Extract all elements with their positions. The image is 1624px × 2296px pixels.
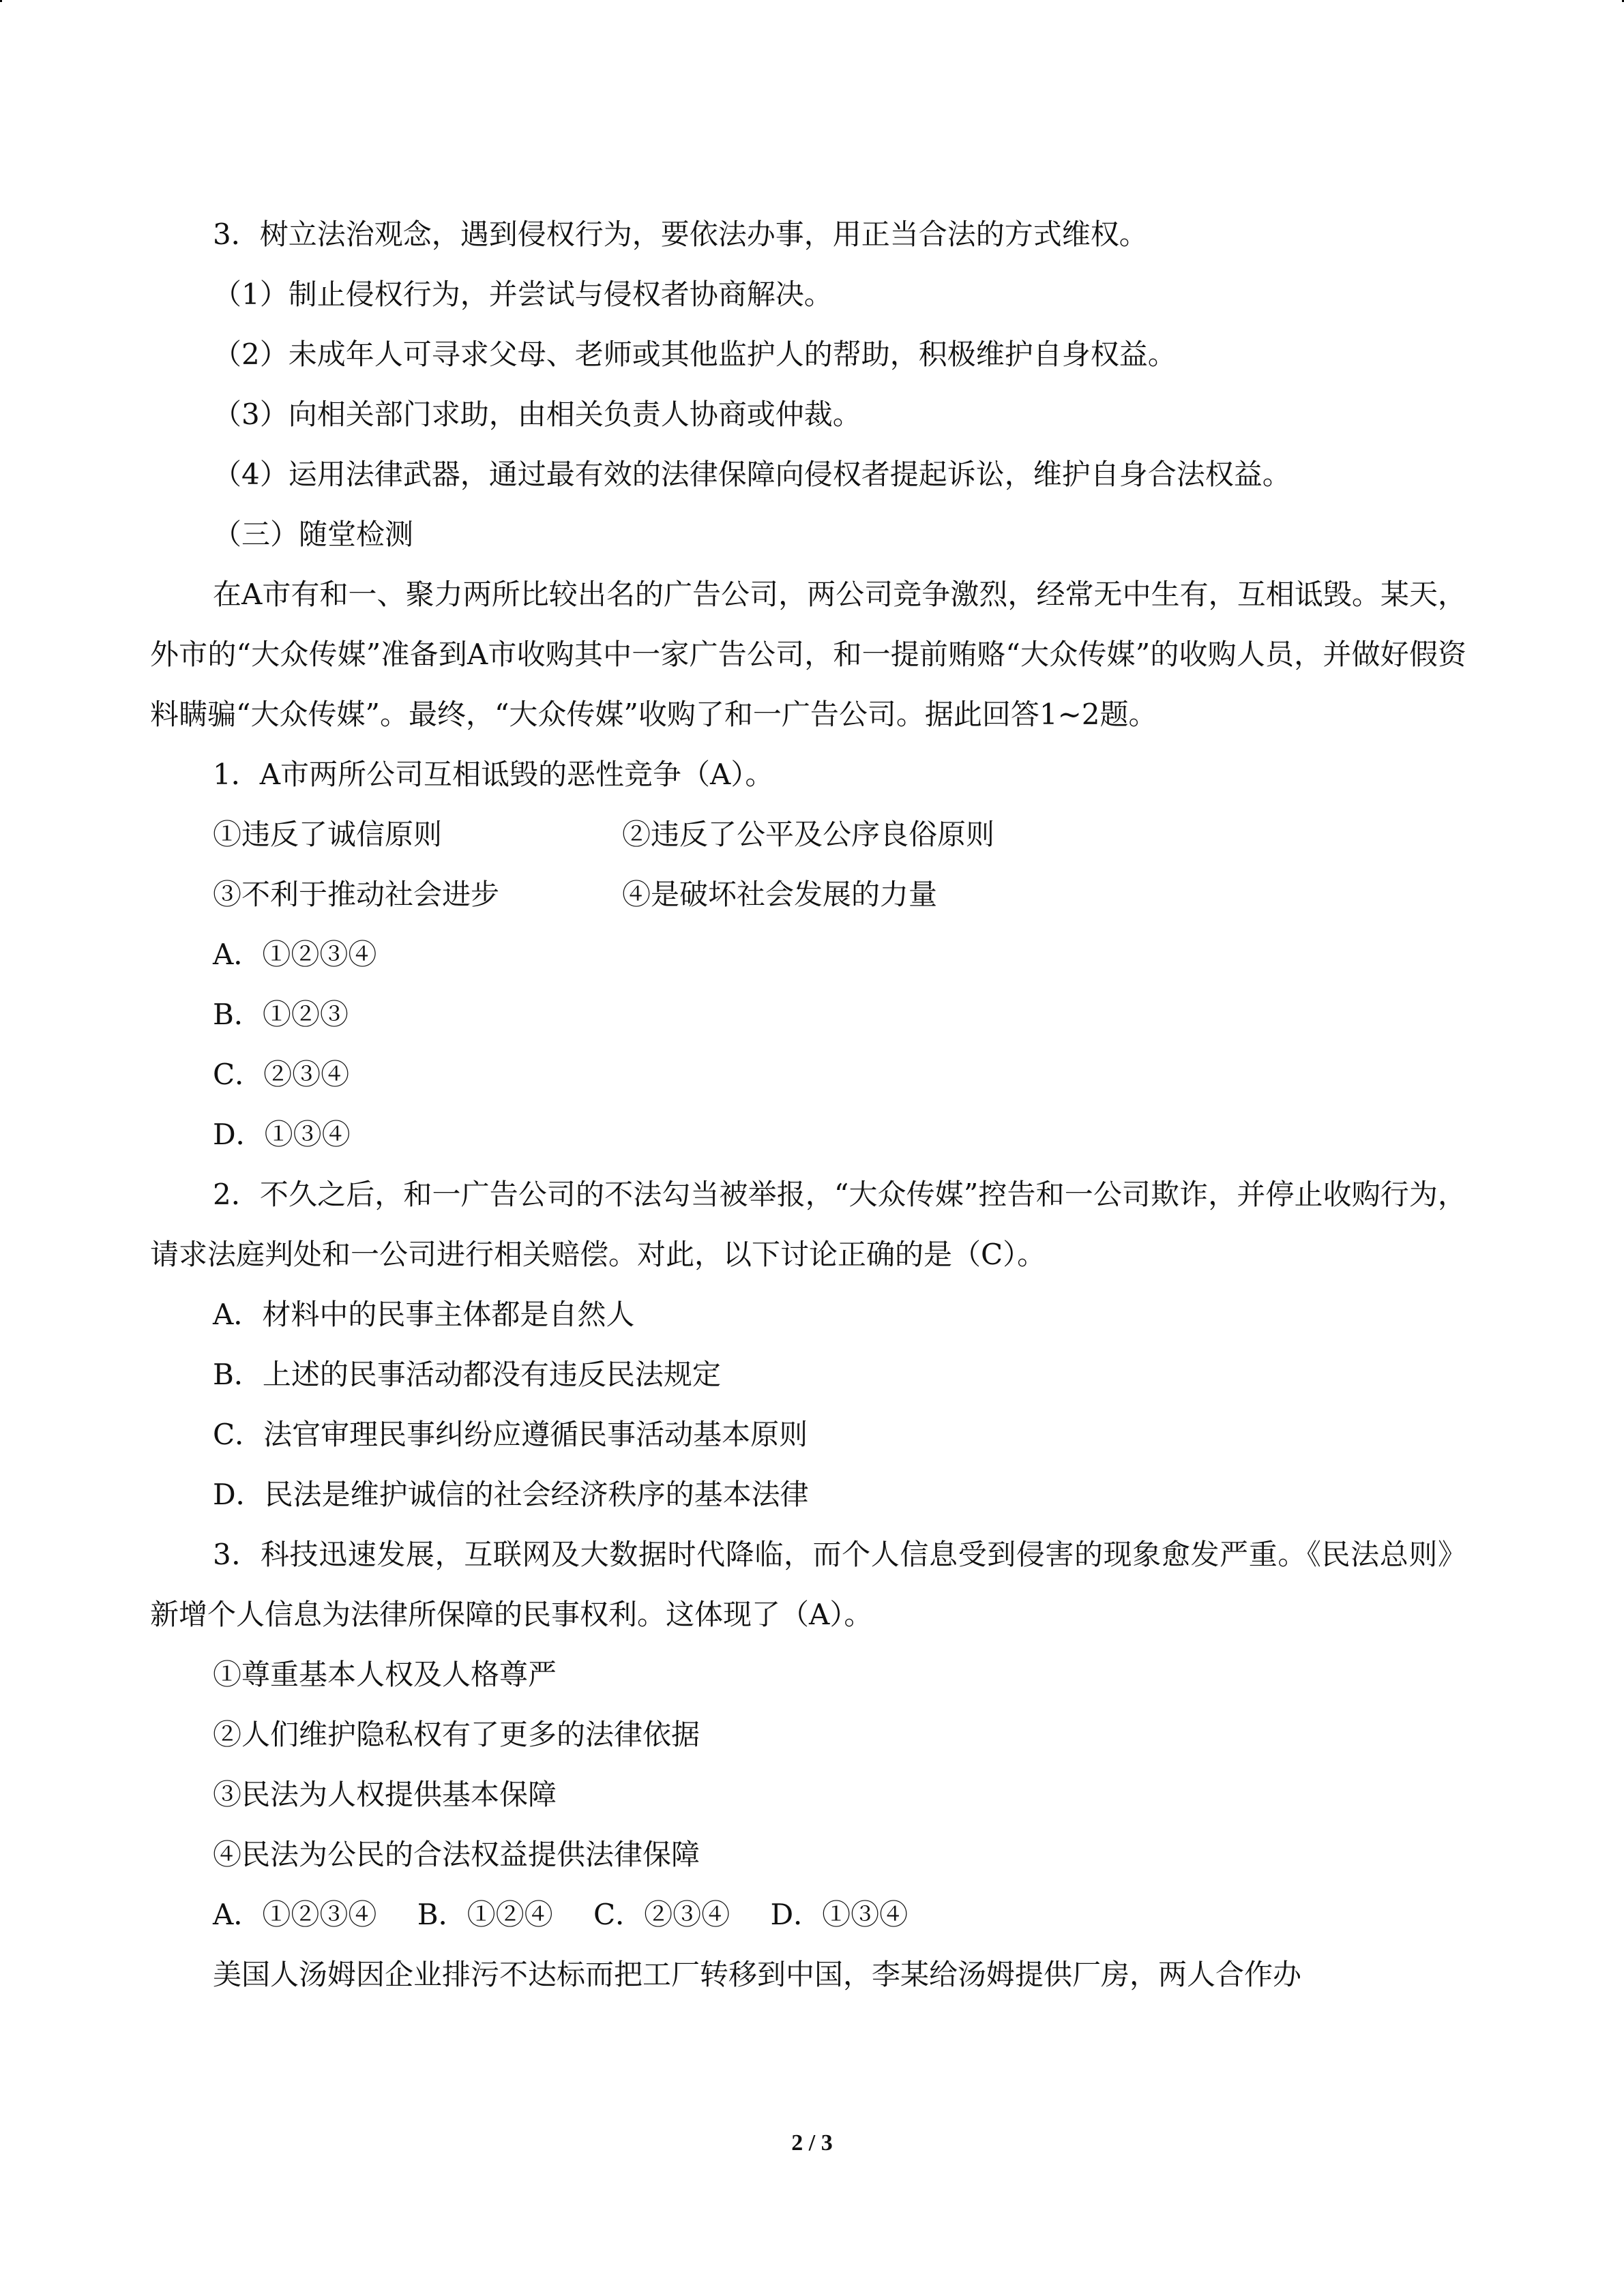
page-content bbox=[150, 205, 1466, 2005]
q1-option-b: B．①②③ bbox=[213, 998, 349, 1031]
q3-statement-2: ②人们维护隐私权有了更多的法律依据 bbox=[213, 1718, 700, 1751]
q3-option-a: A．①②③④ bbox=[213, 1898, 377, 1931]
q3-option-b: B．①②④ bbox=[417, 1898, 553, 1931]
principle-item-2: （2）未成年人可寻求父母、老师或其他监护人的帮助，积极维护自身权益。 bbox=[213, 338, 1177, 371]
corner-mark-top-left bbox=[0, 0, 2, 2]
q2-option-c: C．法官审理民事纠纷应遵循民事活动基本原则 bbox=[213, 1418, 808, 1451]
q1-option-d: D．①③④ bbox=[213, 1118, 351, 1151]
q3-options bbox=[150, 1885, 1466, 1945]
q1-statement-3: ③不利于推动社会进步 bbox=[213, 878, 500, 911]
q3-statement-1: ①尊重基本人权及人格尊严 bbox=[213, 1658, 557, 1691]
principle-item-1: （1）制止侵权行为，并尝试与侵权者协商解决。 bbox=[213, 278, 833, 311]
q3-stem: 3．科技迅速发展，互联网及大数据时代降临，而个人信息受到侵害的现象愈发严重。《民法总则》新增个人信息为法律所保障的民事权利。这体现了（A）。 bbox=[150, 1538, 1466, 1631]
q2-option-b: B．上述的民事活动都没有违反民法规定 bbox=[213, 1358, 721, 1391]
q1-statement-4: ④是破坏社会发展的力量 bbox=[622, 878, 938, 911]
q2-option-a: A．材料中的民事主体都是自然人 bbox=[213, 1298, 635, 1331]
q1-statements-row-2 bbox=[150, 865, 1466, 925]
principle-heading: 3．树立法治观念，遇到侵权行为，要依法办事，用正当合法的方式维权。 bbox=[213, 218, 1148, 251]
q3-option-d: D．①③④ bbox=[770, 1898, 909, 1931]
q1-option-c: C．②③④ bbox=[213, 1058, 350, 1091]
q1-stem: 1．A市两所公司互相诋毁的恶性竞争（A）。 bbox=[213, 758, 774, 791]
q2-option-d: D．民法是维护诚信的社会经济秩序的基本法律 bbox=[213, 1478, 809, 1511]
principle-item-4: （4）运用法律武器，通过最有效的法律保障向侵权者提起诉讼，维护自身合法权益。 bbox=[213, 458, 1291, 491]
page-number: 2 / 3 bbox=[791, 2130, 833, 2156]
test-material: 在A市有和一、聚力两所比较出名的广告公司，两公司竞争激烈，经常无中生有，互相诋毁。某天，外市的“大众传媒”准备到A市收购其中一家广告公司，和一提前贿赂“大众传媒”的收购人员，并做好假资料瞒骗“大众传媒”。最终，“大众传媒”收购了和一广告公司。据此回答1~2题。 bbox=[150, 578, 1466, 731]
q1-statement-1: ①违反了诚信原则 bbox=[213, 818, 443, 851]
q3-statement-3: ③民法为人权提供基本保障 bbox=[213, 1778, 557, 1811]
q1-statement-2: ②违反了公平及公序良俗原则 bbox=[622, 818, 995, 851]
principle-item-3: （3）向相关部门求助，由相关负责人协商或仲裁。 bbox=[213, 398, 861, 431]
q2-stem: 2．不久之后，和一广告公司的不法勾当被举报，“大众传媒”控告和一公司欺诈，并停止收购行为，请求法庭判处和一公司进行相关赔偿。对此，以下讨论正确的是（C）。 bbox=[150, 1178, 1466, 1271]
q1-option-a: A．①②③④ bbox=[213, 938, 377, 971]
q3-statement-4: ④民法为公民的合法权益提供法律保障 bbox=[213, 1838, 700, 1871]
q1-statements-row-1 bbox=[150, 805, 1466, 865]
test-section-title: （三）随堂检测 bbox=[213, 518, 414, 551]
q3-option-c: C．②③④ bbox=[593, 1898, 730, 1931]
next-material-start: 美国人汤姆因企业排污不达标而把工厂转移到中国，李某给汤姆提供厂房，两人合作办 bbox=[213, 1958, 1302, 1991]
